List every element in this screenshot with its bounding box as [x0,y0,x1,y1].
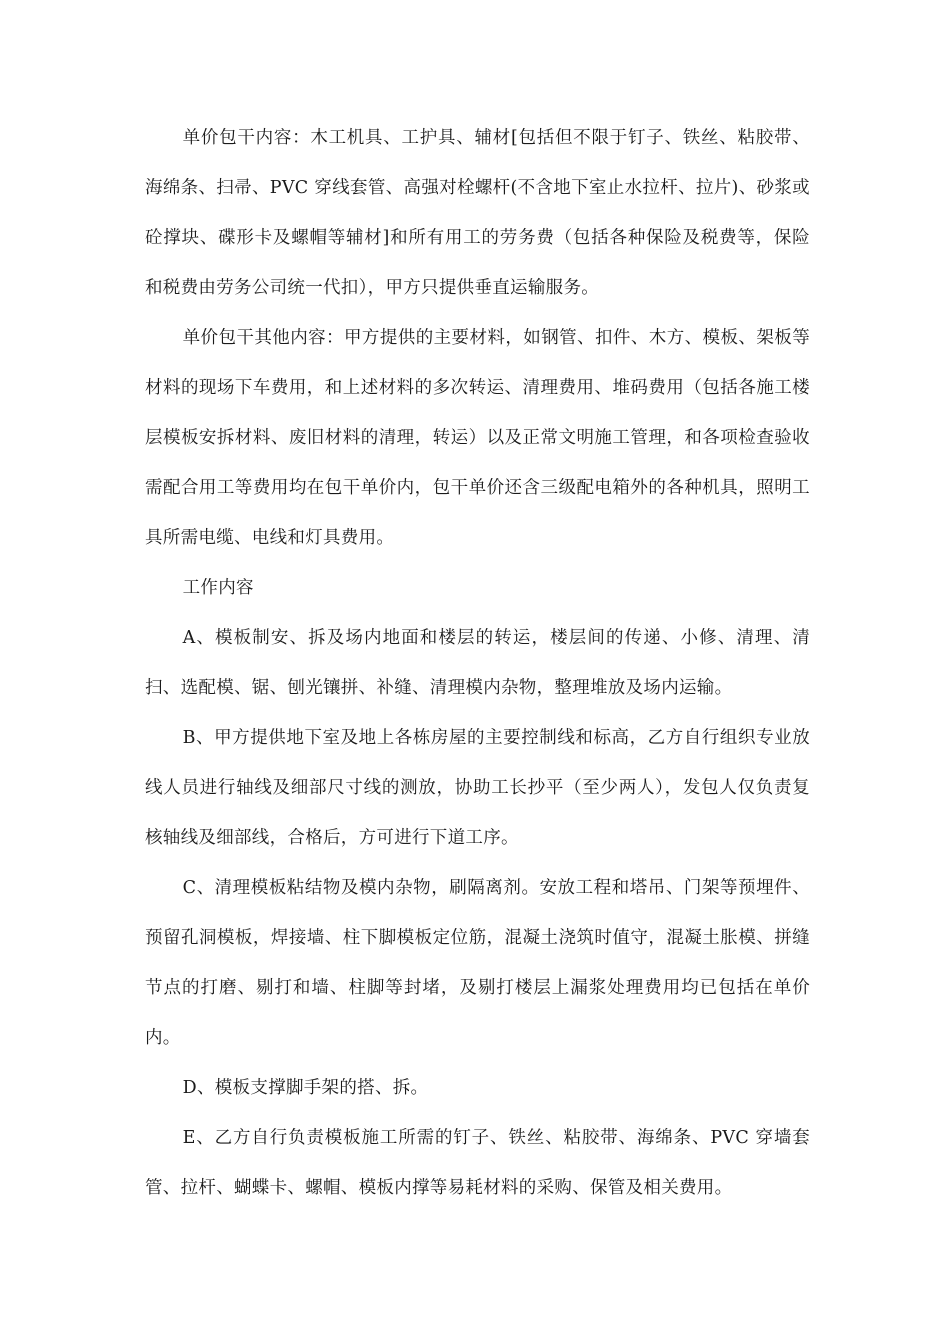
paragraph-item-e: E、乙方自行负责模板施工所需的钉子、铁丝、粘胶带、海绵条、PVC 穿墙套管、拉杆、蝴蝶卡、螺帽、模板内撑等易耗材料的采购、保管及相关费用。 [145,1128,810,1198]
paragraph-item-d: D、模板支撑脚手架的搭、拆。 [182,1078,429,1098]
document-page [145,113,810,1213]
paragraph-item-c: C、清理模板粘结物及模内杂物，刷隔离剂。安放工程和塔吊、门架等预埋件、预留孔洞模板，焊接墙、柱下脚模板定位筋，混凝土浇筑时值守，混凝土胀模、拼缝节点的打磨、剔打和墙、柱脚等封堵，及剔打楼层上漏浆处理费用均已包括在单价内。 [145,878,810,1048]
paragraph-item-b: B、甲方提供地下室及地上各栋房屋的主要控制线和标高，乙方自行组织专业放线人员进行轴线及细部尺寸线的测放，协助工长抄平（至少两人），发包人仅负责复核轴线及细部线，合格后，方可进行下道工序。 [145,728,810,848]
paragraph-item-a: A、模板制安、拆及场内地面和楼层的转运，楼层间的传递、小修、清理、清扫、选配模、锯、刨光镶拼、补缝、清理模内杂物，整理堆放及场内运输。 [145,628,810,698]
paragraph-unit-price-scope: 单价包干内容：木工机具、工护具、辅材[包括但不限于钉子、铁丝、粘胶带、海绵条、扫帚、PVC 穿线套管、高强对栓螺杆(不含地下室止水拉杆、拉片)、砂浆或砼撑块、碟形卡及螺帽等辅材]和所有用工的劳务费（包括各种保险及税费等，保险和税费由劳务公司统一代扣），甲方只提供垂直运输服务。 [145,128,810,298]
section-heading-work-content: 工作内容 [182,578,254,598]
paragraph-unit-price-other-scope: 单价包干其他内容：甲方提供的主要材料，如钢管、扣件、木方、模板、架板等材料的现场下车费用，和上述材料的多次转运、清理费用、堆码费用（包括各施工楼层模板安拆材料、废旧材料的清理，转运）以及正常文明施工管理，和各项检查验收需配合用工等费用均在包干单价内，包干单价还含三级配电箱外的各种机具，照明工具所需电缆、电线和灯具费用。 [145,328,810,548]
